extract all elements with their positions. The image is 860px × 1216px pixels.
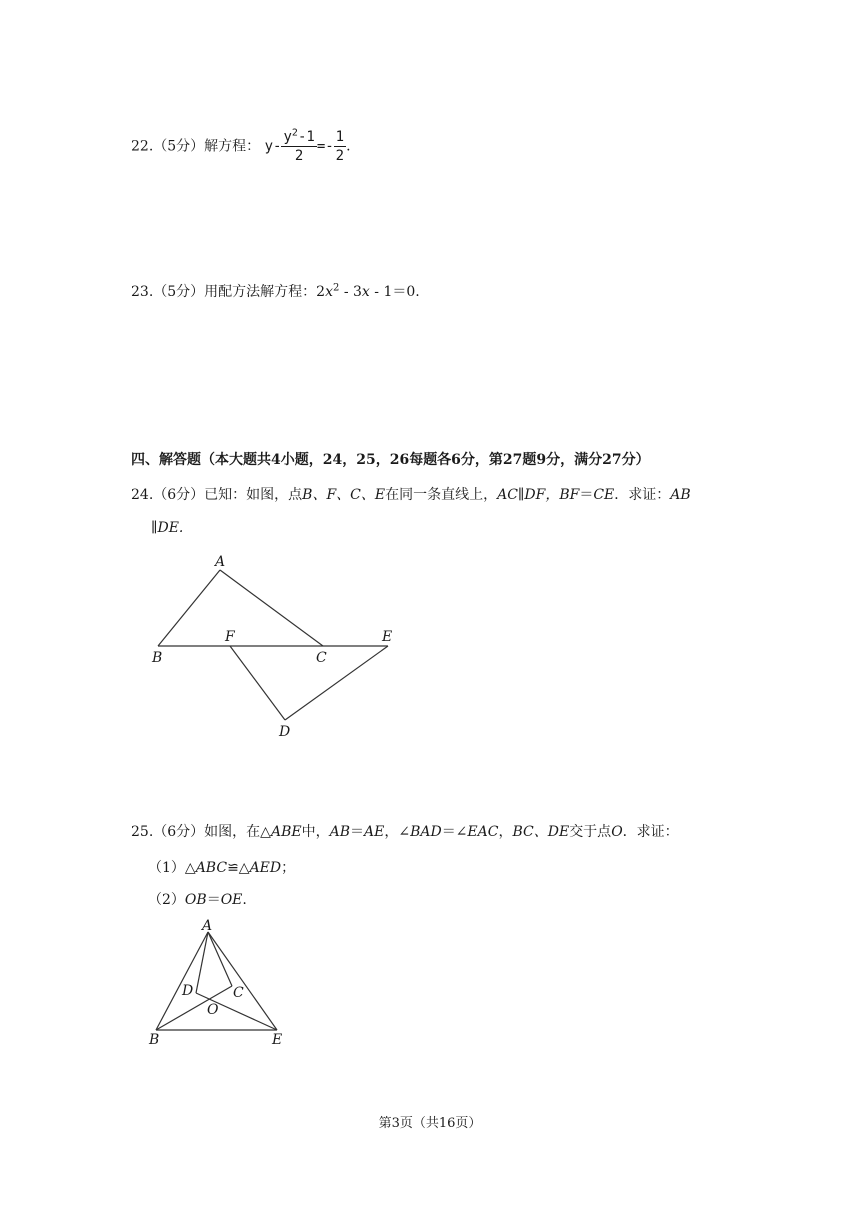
question-24-line1 (131, 485, 691, 505)
q25-sub1-e: ； (281, 860, 296, 876)
question-25-line1 (131, 822, 679, 842)
q25-text-l: BC、DE (512, 824, 570, 840)
q23-exp: 2 (333, 282, 340, 294)
q25-text-e: ＝ (349, 824, 364, 840)
q24-line-de (285, 646, 388, 720)
section-4-title: 四、解答题（本大题共4小题，24，25，26每题各6分，第27题9分，满分27分） (131, 452, 650, 468)
q22-label: 22.（5分）解方程： (131, 138, 261, 155)
question-25-sub2 (148, 890, 247, 910)
q25-sub1-b: ABC (195, 860, 228, 876)
q25-sub2-a: （2） (148, 892, 185, 908)
q25-text-f: AE (363, 824, 385, 840)
q22-y: y- (264, 138, 282, 155)
q22-rhs-den: 2 (335, 148, 345, 164)
q24-line-fd (230, 646, 285, 720)
q24-text-e: ＝ (579, 487, 594, 503)
q24-line-ac (220, 570, 323, 646)
q25-text-k: ， (498, 824, 513, 840)
q25-sub2-e: . (242, 892, 247, 908)
q22-equals: =- (316, 138, 334, 155)
q25-label-c: C (233, 985, 244, 1001)
q25-text-b: ABE (270, 824, 302, 840)
q22-rhs-fraction (334, 128, 346, 165)
q25-label-a: A (202, 918, 213, 934)
q25-text-d: AB (329, 824, 350, 840)
q25-line-ad (196, 932, 208, 993)
q24-label-b: B (152, 650, 163, 666)
q25-text-i: ＝∠ (441, 824, 468, 840)
q25-text-o: ．求证： (622, 824, 679, 840)
question-25-sub1 (148, 858, 295, 878)
q24-text-d: AC∥DF，BF (497, 487, 580, 503)
q23-x2: x (361, 284, 370, 300)
q24-label-d: D (279, 724, 291, 740)
question-24-line2: ∥DE. (151, 520, 184, 536)
q24-label-a: A (215, 554, 226, 570)
q24-text-a: 24.（6分）已知：如图，点 (131, 487, 303, 503)
q25-text-h: BAD (410, 824, 442, 840)
q25-label-d: D (182, 983, 194, 999)
q23-text-c: - 1＝0. (369, 284, 420, 300)
question-23 (131, 282, 420, 302)
q25-text-j: EAC (467, 824, 499, 840)
q25-text-m: 交于点 (569, 824, 612, 840)
q25-sub1-a: （1）△ (148, 860, 196, 876)
q25-line-ac (208, 932, 232, 986)
q22-exp: 2 (291, 127, 298, 139)
q24-text-g: ．求证： (614, 487, 671, 503)
question-22 (131, 128, 351, 164)
q24-text-h: AB (670, 487, 691, 503)
q25-sub1-d: AED (249, 860, 282, 876)
q24-line-ab (158, 570, 220, 646)
q23-text-b: - 3 (339, 284, 362, 300)
q22-num-tail: -1 (297, 129, 315, 145)
q22-fraction (281, 128, 316, 165)
q25-figure (140, 918, 300, 1053)
q25-label-e: E (272, 1032, 283, 1048)
q24-text-f: CE (593, 487, 615, 503)
q22-num: y (283, 129, 292, 145)
q22-rhs-num: 1 (335, 129, 345, 145)
q25-text-a: 25.（6分）如图，在△ (131, 824, 271, 840)
q24-label-e: E (382, 629, 393, 645)
q25-text-c: 中， (301, 824, 330, 840)
q22-end: . (346, 138, 351, 155)
q24-text-b: B、F、C、E (302, 487, 386, 503)
q24-label-f: F (225, 629, 235, 645)
q25-label-b: B (149, 1032, 160, 1048)
page-footer: 第3页（共16页） (378, 1116, 482, 1131)
q23-x1: x (325, 284, 333, 300)
q25-label-o: O (207, 1002, 219, 1018)
q25-sub2-c: ＝ (206, 892, 221, 908)
q25-sub1-c: ≌△ (227, 860, 250, 876)
q24-text-c: 在同一条直线上， (385, 487, 498, 503)
q25-text-n: O (611, 824, 623, 840)
q22-den: 2 (294, 148, 304, 164)
q24-label-c: C (316, 650, 327, 666)
q25-sub2-b: OB (184, 892, 207, 908)
q25-sub2-d: OE (220, 892, 243, 908)
q24-figure (140, 550, 410, 745)
q25-text-g: ，∠ (384, 824, 411, 840)
q23-text-a: 23.（5分）用配方法解方程：2 (131, 284, 326, 300)
